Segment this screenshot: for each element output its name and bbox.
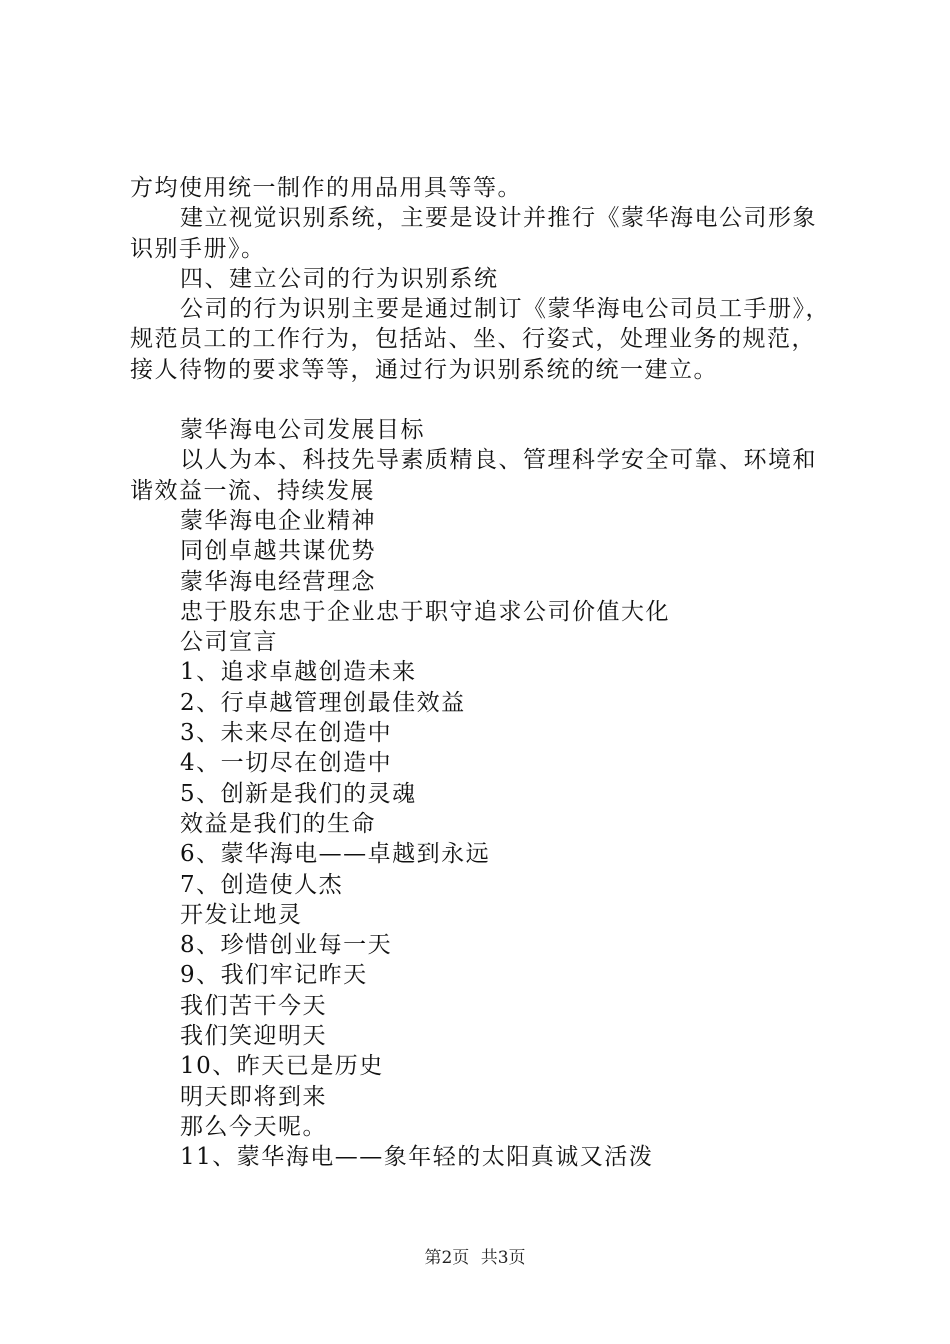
idea-text: 忠于股东忠于企业忠于职守追求公司价值大化	[180, 598, 670, 625]
list-item: 2、行卓越管理创最佳效益	[180, 689, 466, 716]
idea-title: 蒙华海电经营理念	[180, 568, 376, 595]
section-heading-behavior: 四、建立公司的行为识别系统	[180, 265, 499, 292]
spirit-text: 同创卓越共谋优势	[180, 538, 376, 565]
page-number: 第2页	[424, 1248, 470, 1268]
list-item: 明天即将到来	[180, 1083, 327, 1110]
paragraph-visual-identity: 建立视觉识别系统，主要是设计并推行《蒙华海电公司形象识别手册》。	[130, 205, 817, 262]
spirit-title: 蒙华海电企业精神	[180, 507, 376, 534]
list-item: 我们笑迎明天	[180, 1023, 327, 1050]
page-footer	[0, 1243, 950, 1268]
list-item: 9、我们牢记昨天	[180, 962, 368, 989]
list-item: 1、追求卓越创造未来	[180, 659, 417, 686]
list-item: 4、一切尽在创造中	[180, 750, 393, 777]
list-item: 开发让地灵	[180, 901, 303, 928]
list-item: 6、蒙华海电——卓越到永远	[180, 841, 491, 868]
list-item: 5、创新是我们的灵魂	[180, 780, 417, 807]
list-item: 8、珍惜创业每一天	[180, 932, 393, 959]
list-item: 10、昨天已是历史	[180, 1053, 384, 1080]
document-body	[130, 173, 840, 1173]
goal-text: 以人为本、科技先导素质精良、管理科学安全可靠、环境和谐效益一流、持续发展	[130, 447, 817, 504]
paragraph-gap	[130, 385, 840, 415]
list-item: 效益是我们的生命	[180, 810, 376, 837]
list-item: 我们苦干今天	[180, 992, 327, 1019]
paragraph-behavior-identity: 公司的行为识别主要是通过制订《蒙华海电公司员工手册》，规范员工的工作行为，包括站、坐、行姿式，处理业务的规范，接人待物的要求等等，通过行为识别系统的统一建立。	[130, 296, 830, 383]
list-item: 7、创造使人杰	[180, 871, 344, 898]
list-item: 11、蒙华海电——象年轻的太阳真诚又活泼	[180, 1144, 654, 1171]
page-total: 共3页	[480, 1248, 526, 1268]
text-line: 方均使用统一制作的用品用具等等。	[130, 175, 522, 201]
declaration-title: 公司宣言	[180, 629, 278, 656]
list-item: 那么今天呢。	[180, 1113, 327, 1140]
goal-title: 蒙华海电公司发展目标	[180, 417, 425, 444]
list-item: 3、未来尽在创造中	[180, 720, 393, 747]
